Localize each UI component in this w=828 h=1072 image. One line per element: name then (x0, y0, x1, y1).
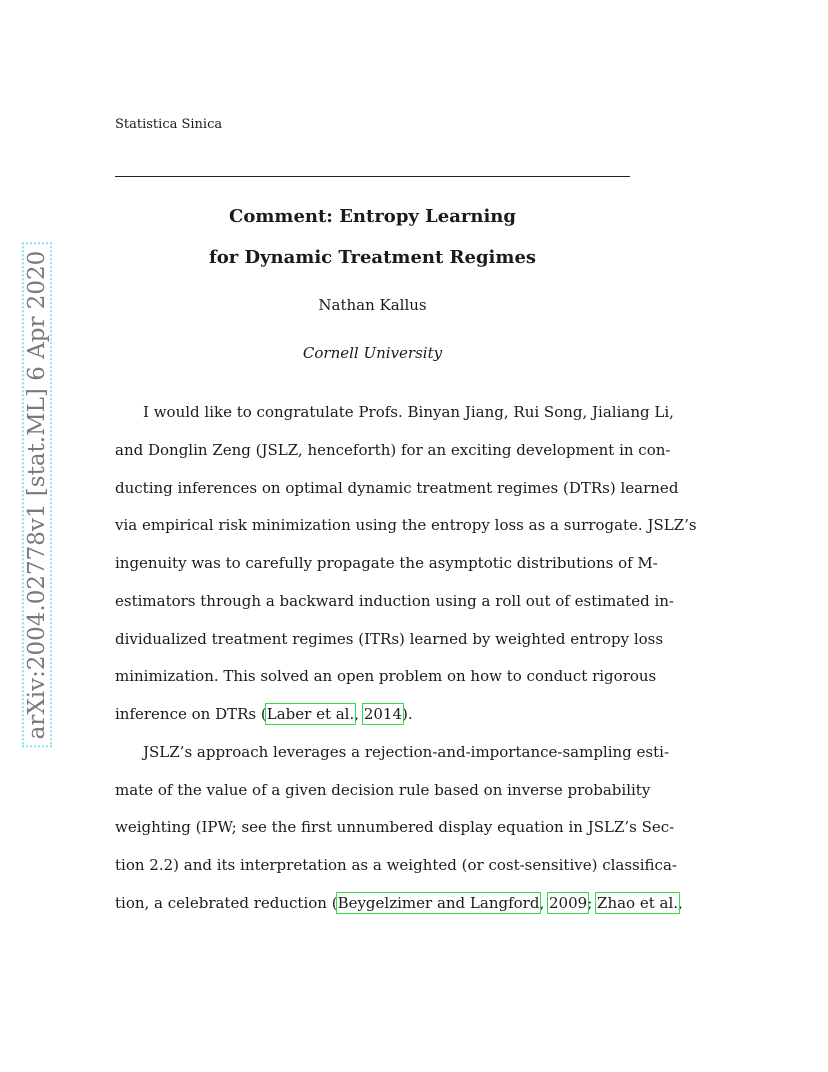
body-line: via empirical risk minimization using the entropy loss as a surrogate. JSLZ’s (115, 516, 697, 534)
arxiv-stamp[interactable]: arXiv:2004.02778v1 [stat.ML] 6 Apr 2020 (22, 243, 52, 748)
body-text: , (354, 705, 364, 723)
body-line (115, 705, 630, 723)
body-line: minimization. This solved an open problem on how to conduct rigorous (115, 667, 657, 685)
body-text: inference on DTRs ( (115, 705, 267, 723)
body-text: , (678, 894, 683, 912)
citation-link-laber[interactable]: Laber et al. (266, 705, 355, 723)
body-line: I would like to congratulate Profs. Binyan Jiang, Rui Song, Jialiang Li, (143, 403, 674, 421)
body-line: estimators through a backward induction using a roll out of estimated in- (115, 592, 674, 610)
body-line (115, 894, 683, 912)
author-name: Nathan Kallus (318, 296, 427, 314)
body-line: weighting (IPW; see the first unnumbered display equation in JSLZ’s Sec- (115, 818, 675, 836)
header-rule (115, 176, 630, 177)
citation-link-beygelzimer[interactable]: Beygelzimer and Langford (337, 894, 540, 912)
author-affiliation: Cornell University (302, 344, 443, 362)
body-text: ; (587, 894, 598, 912)
body-text: , (539, 894, 549, 912)
body-line: mate of the value of a given decision rule based on inverse probability (115, 781, 651, 799)
citation-link-2009[interactable]: 2009 (549, 894, 588, 912)
body-line: dividualized treatment regimes (ITRs) learned by weighted entropy loss (115, 630, 664, 648)
body-line: tion 2.2) and its interpretation as a weighted (or cost-sensitive) classifica- (115, 856, 677, 874)
body-text: tion, a celebrated reduction ( (115, 894, 338, 912)
body-line: ducting inferences on optimal dynamic treatment regimes (DTRs) learned (115, 479, 679, 497)
body-line: ingenuity was to carefully propagate the asymptotic distributions of M- (115, 554, 658, 572)
journal-name: Statistica Sinica (115, 117, 223, 132)
citation-link-2014[interactable]: 2014 (363, 705, 402, 723)
body-text: ). (402, 705, 413, 723)
citation-link-zhao[interactable]: Zhao et al. (597, 894, 679, 912)
paper-title-line-1: Comment: Entropy Learning (229, 206, 516, 227)
body-line: and Donglin Zeng (JSLZ, henceforth) for an exciting development in con- (115, 441, 671, 459)
body-line: JSLZ’s approach leverages a rejection-and-importance-sampling esti- (143, 743, 670, 761)
paper-title-line-2: for Dynamic Treatment Regimes (208, 247, 537, 268)
